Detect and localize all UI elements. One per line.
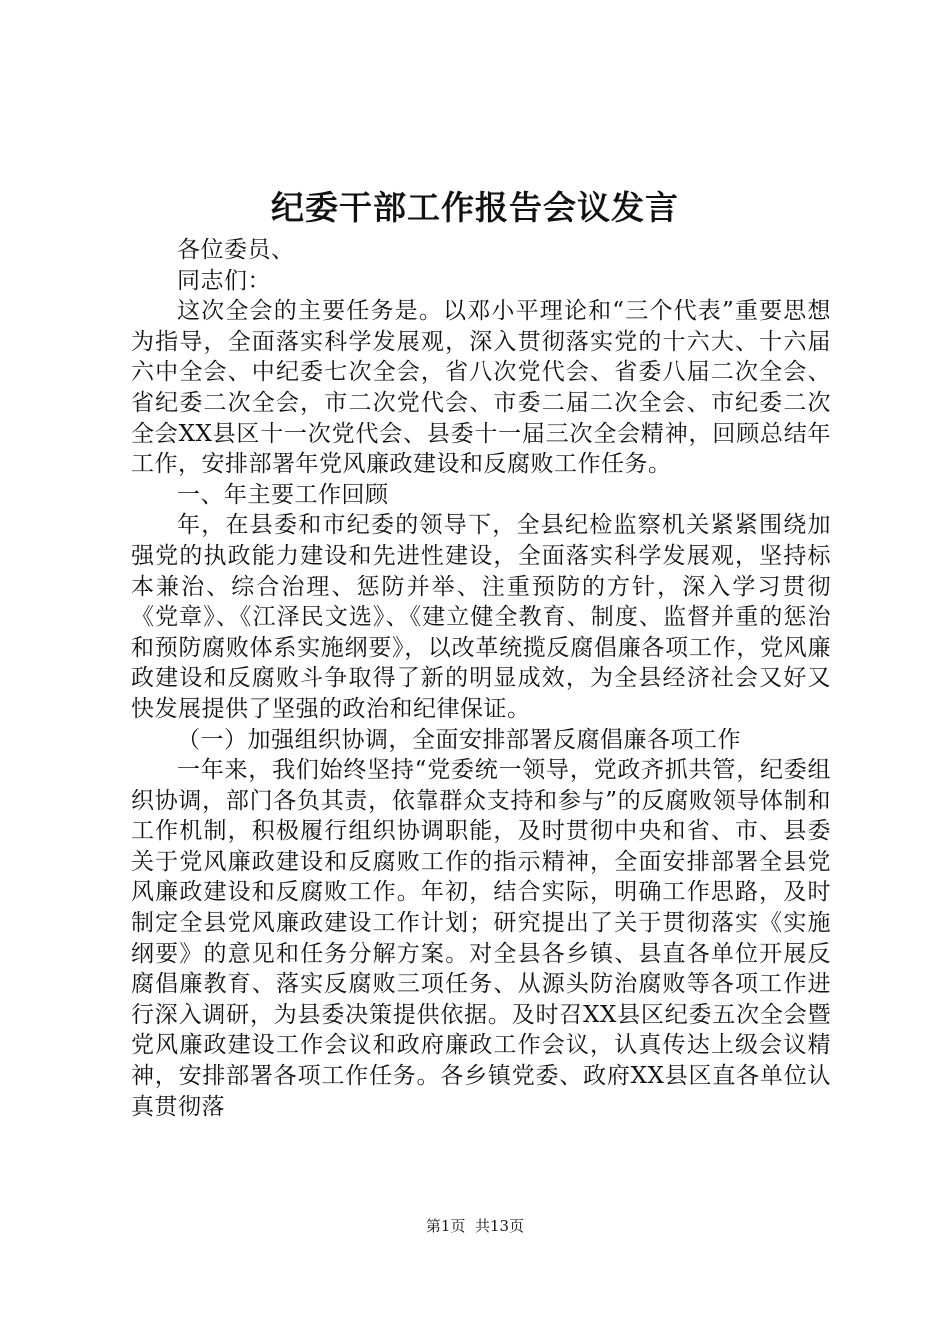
document-body [131, 235, 831, 1122]
footer-total-pages: 13 [490, 1217, 510, 1235]
salutation-line-1: 各位委员、 [177, 237, 295, 263]
review-paragraph: 年，在县委和市纪委的领导下，全县纪检监察机关紧紧围绕加强党的执政能力建设和先进性建设，全面落实科学发展观，坚持标本兼治、综合治理、惩防并举、注重预防的方针，深入学习贯彻《党章》、《江泽民文选》、《建立健全教育、制度、监督并重的惩治和预防腐败体系实施纲要》，以改革统揽反腐倡廉各项工作，党风廉政建设和反腐败斗争取得了新的明显成效，为全县经济社会又好又快发展提供了坚强的政治和纪律保证。 [131, 512, 831, 722]
section-heading: 一、年主要工作回顾 [177, 481, 389, 508]
salutation-line-2: 同志们： [177, 267, 271, 294]
document-title: 纪委干部工作报告会议发言 [271, 188, 679, 227]
footer-prefix: 第 [425, 1217, 441, 1235]
page-footer [0, 1216, 950, 1236]
footer-suffix: 页 [509, 1217, 525, 1235]
coordination-paragraph: 一年来，我们始终坚持“党委统一领导，党政齐抓共管，纪委组织协调，部门各负其责，依靠群众支持和参与”的反腐败领导体制和工作机制，积极履行组织协调职能，及时贯彻中央和省、市、县委关于党风廉政建设和反腐败工作的指示精神，全面安排部署全县党风廉政建设和反腐败工作。年初，结合实际，明确工作思路，及时制定全县党风廉政建设工作计划；研究提出了关于贯彻落实《实施纲要》的意见和任务分解方案。对全县各乡镇、县直各单位开展反腐倡廉教育、落实反腐败三项任务、从源头防治腐败等各项工作进行深入调研，为县委决策提供依据。及时召XX县区纪委五次全会暨党风廉政建设工作会议和政府廉政工作会议，认真传达上级会议精神，安排部署各项工作任务。各乡镇党委、政府XX县区直各单位认真贯彻落 [131, 757, 831, 1120]
footer-middle: 页 共 [450, 1217, 490, 1235]
subsection-heading: （一）加强组织协调，全面安排部署反腐倡廉各项工作 [177, 726, 741, 753]
footer-current-page: 1 [440, 1217, 451, 1235]
intro-paragraph: 这次全会的主要任务是。以邓小平理论和“三个代表”重要思想为指导，全面落实科学发展观，深入贯彻落实党的十六大、十六届六中全会、中纪委七次全会，省八次党代会、省委八届二次全会、省纪委二次全会，市二次党代会、市委二届二次全会、市纪委二次全会XX县区十一次党代会、县委十一届三次全会精神，回顾总结年工作，安排部署年党风廉政建设和反腐败工作任务。 [131, 298, 831, 478]
